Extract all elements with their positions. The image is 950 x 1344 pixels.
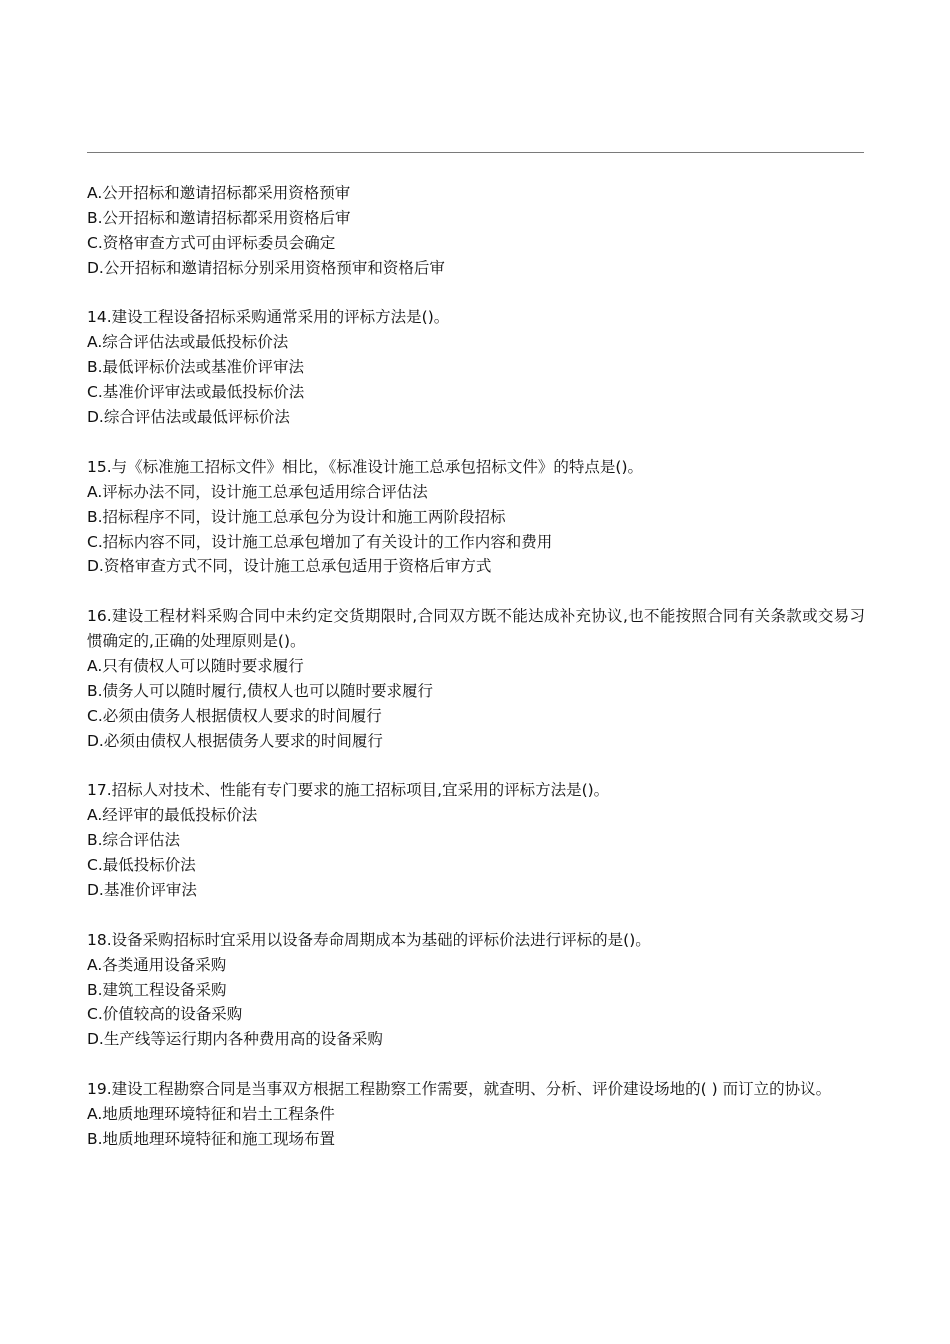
question-16 [87, 604, 865, 753]
option-a: A.评标办法不同，设计施工总承包适用综合评估法 [87, 482, 428, 501]
option-a: A.经评审的最低投标价法 [87, 806, 258, 825]
option-b: B.债务人可以随时履行,债权人也可以随时要求履行 [87, 681, 433, 700]
option-a: A.综合评估法或最低投标价法 [87, 333, 289, 352]
option-c: C.价值较高的设备采购 [87, 1005, 243, 1024]
option-d: D.必须由债权人根据债务人要求的时间履行 [87, 731, 383, 750]
option-c: C.资格审查方式可由评标委员会确定 [87, 233, 336, 252]
question-stem: 17.招标人对技术、性能有专门要求的施工招标项目,宜采用的评标方法是()。 [87, 781, 610, 800]
option-b: B.公开招标和邀请招标都采用资格后审 [87, 208, 351, 227]
option-b: B.综合评估法 [87, 831, 181, 850]
question-stem: 19.建设工程勘察合同是当事双方根据工程勘察工作需要，就查明、分析、评价建设场地的( ) 而订立的协议。 [87, 1080, 832, 1099]
option-c: C.必须由债务人根据债权人要求的时间履行 [87, 706, 382, 725]
option-a: A.地质地理环境特征和岩土工程条件 [87, 1105, 335, 1124]
question-15 [87, 455, 865, 579]
question-19 [87, 1077, 865, 1152]
option-a: A.只有债权人可以随时要求履行 [87, 656, 304, 675]
header-divider [87, 152, 864, 153]
option-a: A.公开招标和邀请招标都采用资格预审 [87, 184, 351, 202]
option-b: B.地质地理环境特征和施工现场布置 [87, 1129, 336, 1148]
question-13-continued-options [87, 181, 865, 281]
question-stem: 15.与《标准施工招标文件》相比，《标准设计施工总承包招标文件》的特点是()。 [87, 457, 643, 476]
option-b: B.招标程序不同，设计施工总承包分为设计和施工两阶段招标 [87, 507, 506, 526]
option-a: A.各类通用设备采购 [87, 955, 227, 974]
question-18 [87, 928, 865, 1052]
option-d: D.基准价评审法 [87, 881, 197, 900]
option-b: B.建筑工程设备采购 [87, 980, 227, 999]
document-body [87, 181, 865, 1152]
option-d: D.综合评估法或最低评标价法 [87, 408, 290, 427]
option-c: C.招标内容不同，设计施工总承包增加了有关设计的工作内容和费用 [87, 532, 553, 551]
option-d: D.资格审查方式不同，设计施工总承包适用于资格后审方式 [87, 557, 492, 576]
option-d: D.公开招标和邀请招标分别采用资格预审和资格后审 [87, 258, 445, 277]
question-stem: 18.设备采购招标时宜采用以设备寿命周期成本为基础的评标价法进行评标的是()。 [87, 930, 651, 949]
question-stem: 16.建设工程材料采购合同中未约定交货期限时,合同双方既不能达成补充协议,也不能按照合同有关条款或交易习惯确定的,正确的处理原则是()。 [87, 607, 865, 651]
question-14 [87, 305, 865, 429]
question-17 [87, 778, 865, 902]
option-b: B.最低评标价法或基准价评审法 [87, 358, 305, 377]
option-c: C.最低投标价法 [87, 856, 196, 875]
option-d: D.生产线等运行期内各种费用高的设备采购 [87, 1030, 383, 1049]
option-c: C.基准价评审法或最低投标价法 [87, 383, 305, 402]
question-stem: 14.建设工程设备招标采购通常采用的评标方法是()。 [87, 308, 450, 327]
